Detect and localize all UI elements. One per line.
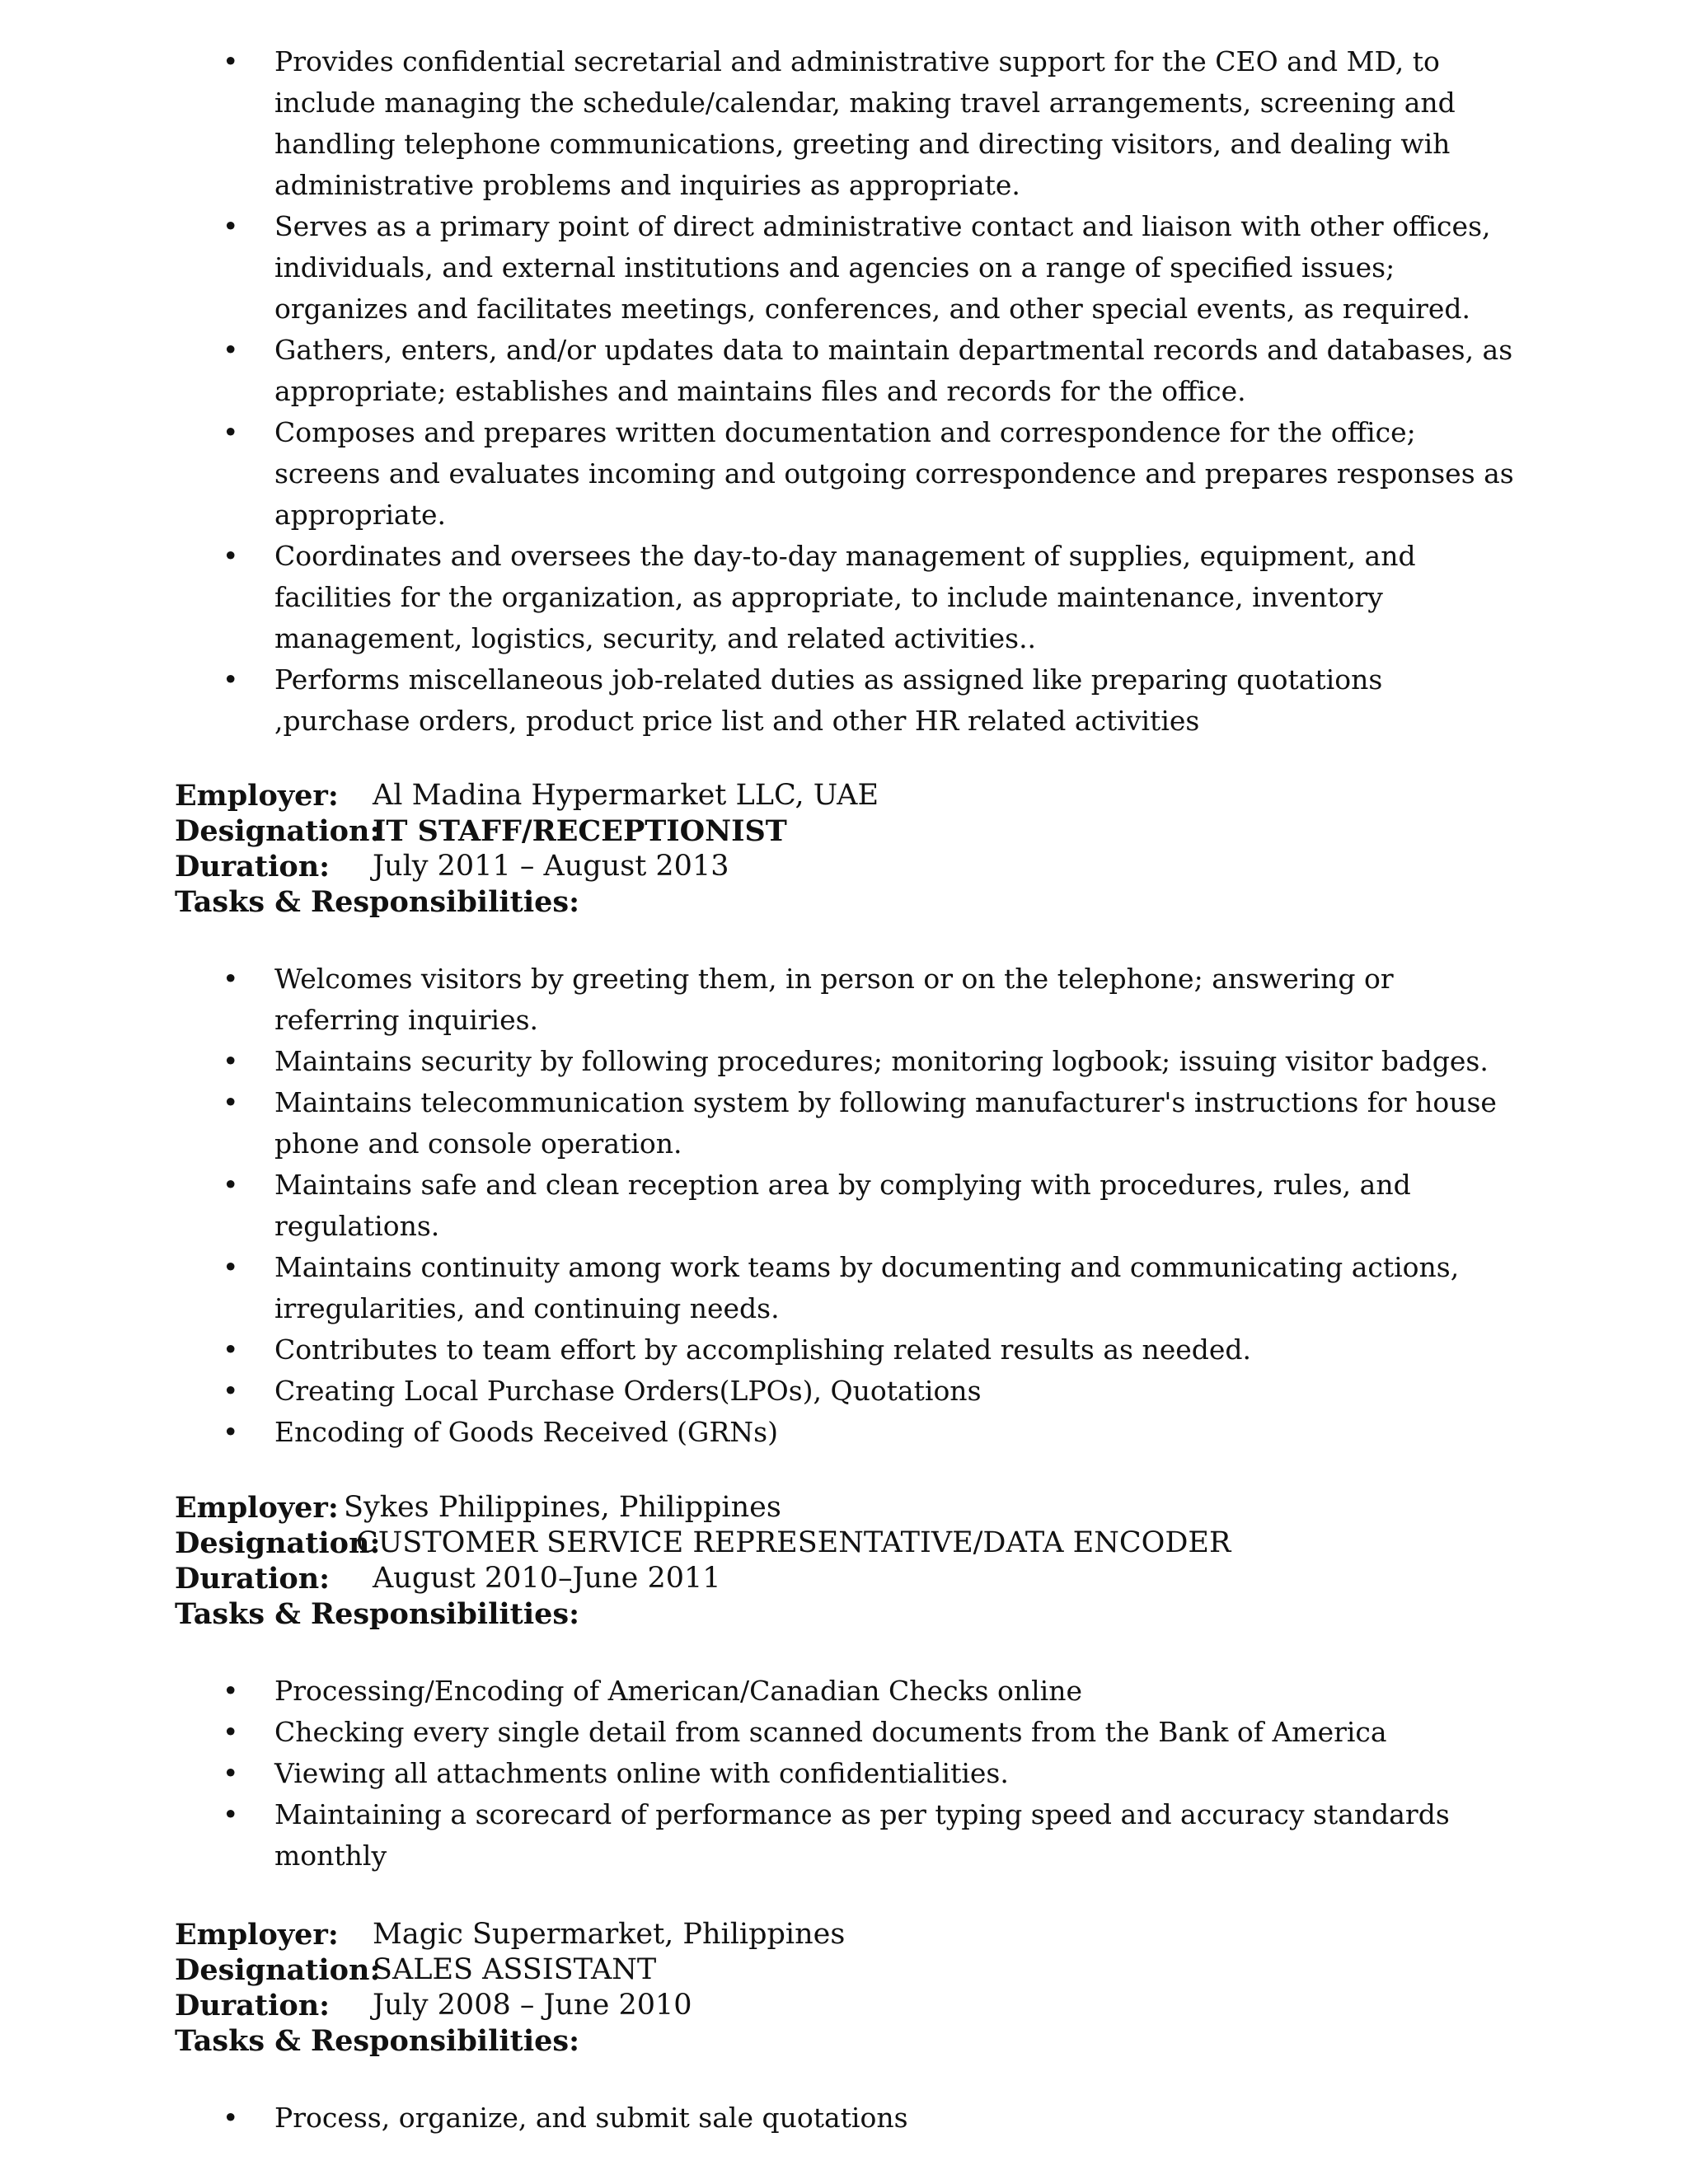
- list-item: • Serves as a primary point of direct administrative contact and liaison with other offices, individuals, and external institutions and agencies on a range of specified issues; organizes and facilitates meetings, conferences, and other special events, as required.: [0, 206, 1445, 330]
- list-item: • Maintains continuity among work teams by documenting and communicating actions, irregularities, and continuing needs.: [0, 1247, 1445, 1329]
- duration-row: [175, 849, 1493, 884]
- list-item: • Maintains safe and clean reception area by complying with procedures, rules, and regulations.: [0, 1165, 1445, 1247]
- designation-label: Designation:: [175, 1526, 381, 1560]
- bullet-icon: •: [223, 45, 239, 77]
- bullet-icon: •: [223, 963, 239, 995]
- duration-label: Duration:: [175, 1562, 331, 1596]
- bullet-icon: •: [223, 1375, 239, 1407]
- designation-row: [175, 813, 1493, 849]
- designation-row: [175, 1952, 1493, 1988]
- bullet-icon: •: [223, 334, 239, 366]
- bullet-icon: •: [223, 1757, 239, 1789]
- duration-label: Duration:: [175, 1989, 331, 2022]
- bullet-icon: •: [223, 1333, 239, 1366]
- list-item: • Maintains telecommunication system by following manufacturer's instructions for house phone and console operation.: [0, 1082, 1445, 1165]
- duration-label: Duration:: [175, 850, 331, 883]
- bullet-icon: •: [223, 1045, 239, 1077]
- tasks-heading: Tasks & Responsibilities:: [175, 885, 580, 919]
- job-task-list-magic-supermarket: [0, 2097, 1688, 2139]
- job-header-al-madina: [175, 778, 1493, 920]
- duration-row: [175, 1988, 1493, 2023]
- list-item: • Provides confidential secretarial and administrative support for the CEO and MD, to include managing the schedule/calendar, making travel arrangements, screening and handling telephone communications, greeting and directing visitors, and dealing wih administrative problems and inquiries as appropriate.: [0, 41, 1445, 206]
- list-item: • Gathers, enters, and/or updates data to maintain departmental records and databases, as appropriate; establishes and maintains files and records for the office.: [0, 330, 1445, 412]
- designation-value: SALES ASSISTANT: [373, 1953, 657, 1986]
- employer-label: Employer:: [175, 779, 339, 813]
- tasks-heading-row: [175, 1596, 1493, 1632]
- employer-row: [175, 778, 1493, 813]
- bullet-icon: •: [223, 1416, 239, 1448]
- bullet-icon: •: [223, 663, 239, 696]
- list-item: • Maintains security by following procedures; monitoring logbook; issuing visitor badges.: [0, 1041, 1445, 1082]
- bullet-icon: •: [223, 1086, 239, 1118]
- bullet-icon: •: [223, 2102, 239, 2134]
- tasks-heading: Tasks & Responsibilities:: [175, 1597, 580, 1631]
- employer-row: [175, 1490, 1493, 1526]
- employer-label: Employer:: [175, 1918, 339, 1952]
- list-item: • Welcomes visitors by greeting them, in person or on the telephone; answering or referring inquiries.: [0, 958, 1445, 1041]
- duration-value: July 2008 – June 2010: [373, 1989, 692, 2022]
- job-header-sykes: [175, 1490, 1493, 1632]
- list-item: • Processing/Encoding of American/Canadian Checks online: [0, 1671, 1445, 1712]
- job-task-list-sykes: [0, 1671, 1688, 1877]
- designation-value: CUSTOMER SERVICE REPRESENTATIVE/DATA ENCODER: [356, 1526, 1231, 1559]
- employer-value: Magic Supermarket, Philippines: [373, 1918, 846, 1951]
- previous-job-task-list: [0, 41, 1688, 742]
- bullet-icon: •: [223, 210, 239, 242]
- employer-row: [175, 1917, 1493, 1952]
- list-item: • Checking every single detail from scanned documents from the Bank of America: [0, 1712, 1445, 1753]
- bullet-icon: •: [223, 540, 239, 572]
- list-item: • Creating Local Purchase Orders(LPOs), Quotations: [0, 1371, 1445, 1412]
- job-task-list-al-madina: [0, 958, 1688, 1453]
- bullet-icon: •: [223, 1169, 239, 1201]
- employer-label: Employer:: [175, 1491, 339, 1525]
- employer-value: Sykes Philippines, Philippines: [344, 1491, 781, 1524]
- list-item: • Composes and prepares written documentation and correspondence for the office; screens and evaluates incoming and outgoing correspondence and prepares responses as appropriate.: [0, 412, 1445, 536]
- tasks-heading-row: [175, 884, 1493, 920]
- duration-row: [175, 1561, 1493, 1596]
- bullet-icon: •: [223, 1716, 239, 1748]
- designation-value: IT STAFF/RECEPTIONIST: [373, 814, 787, 848]
- duration-value: July 2011 – August 2013: [373, 850, 729, 883]
- list-item: • Viewing all attachments online with confidentialities.: [0, 1753, 1445, 1794]
- bullet-icon: •: [223, 1798, 239, 1830]
- duration-value: August 2010–June 2011: [373, 1562, 721, 1595]
- bullet-icon: •: [223, 416, 239, 448]
- list-item: • Performs miscellaneous job-related duties as assigned like preparing quotations ,purchase orders, product price list and other HR related activities: [0, 659, 1445, 742]
- list-item: • Process, organize, and submit sale quotations: [0, 2097, 1445, 2139]
- tasks-heading-row: [175, 2023, 1493, 2059]
- designation-row: [175, 1526, 1493, 1561]
- list-item: • Contributes to team effort by accomplishing related results as needed.: [0, 1329, 1445, 1371]
- designation-label: Designation:: [175, 814, 381, 848]
- employer-value: Al Madina Hypermarket LLC, UAE: [373, 779, 879, 812]
- tasks-heading: Tasks & Responsibilities:: [175, 2024, 580, 2058]
- designation-label: Designation:: [175, 1953, 381, 1987]
- list-item: • Maintaining a scorecard of performance as per typing speed and accuracy standards monthly: [0, 1794, 1445, 1877]
- list-item: • Encoding of Goods Received (GRNs): [0, 1412, 1445, 1453]
- bullet-icon: •: [223, 1251, 239, 1283]
- list-item: • Coordinates and oversees the day-to-day management of supplies, equipment, and facilities for the organization, as appropriate, to include maintenance, inventory management, logistics, security, and related activities..: [0, 536, 1445, 659]
- job-header-magic-supermarket: [175, 1917, 1493, 2059]
- bullet-icon: •: [223, 1675, 239, 1707]
